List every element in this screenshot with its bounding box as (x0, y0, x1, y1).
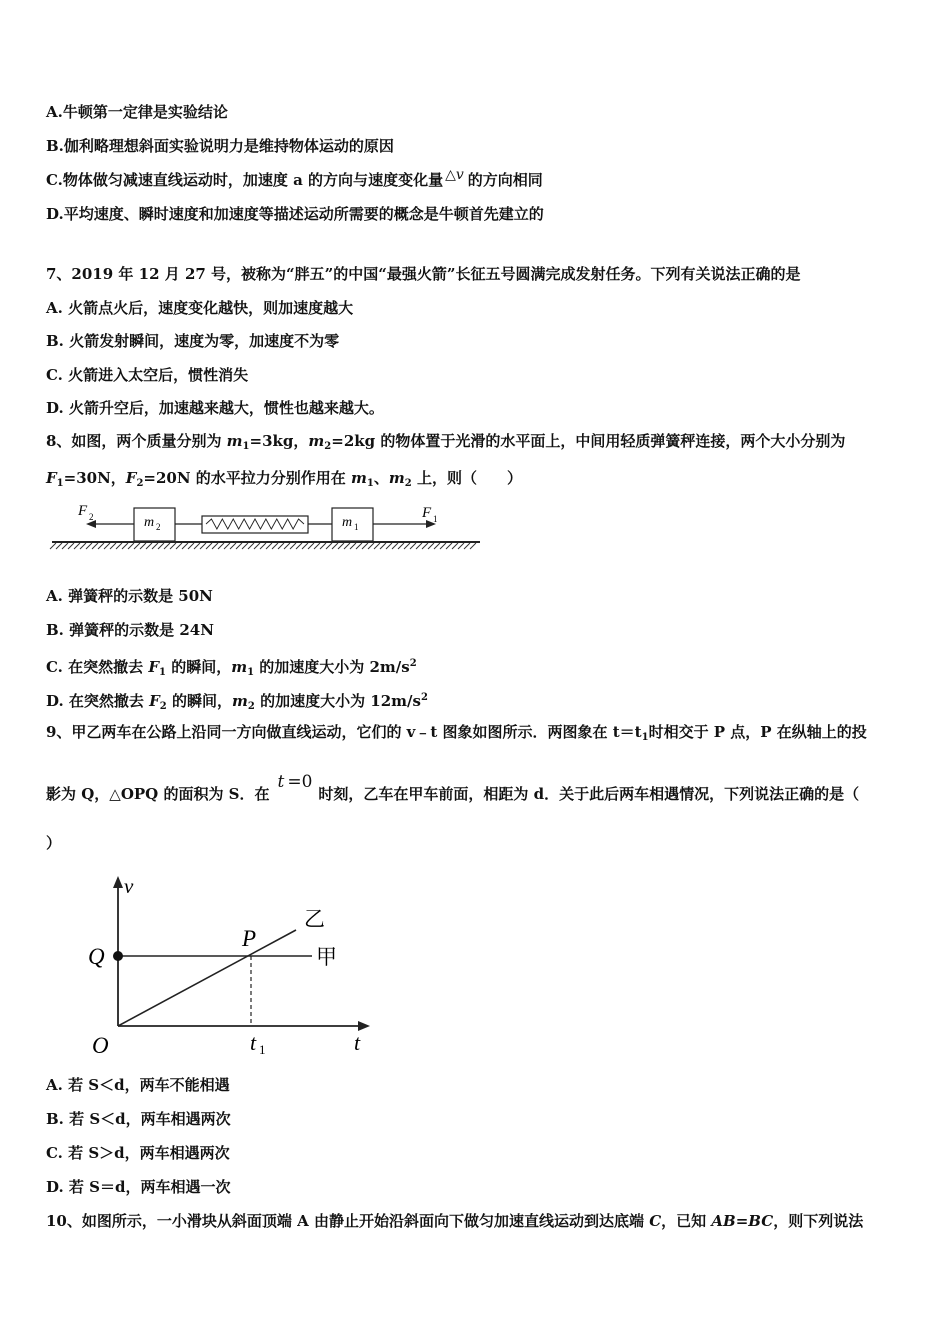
ground-hatch-line (308, 543, 314, 549)
label-f2-sub: 2 (89, 512, 94, 522)
ground-hatch-line (158, 543, 164, 549)
delta-v-symbol: △v (445, 167, 464, 183)
ground-hatch-line (284, 543, 290, 549)
unit-sup: 2 (420, 692, 428, 703)
ground-hatch-line (380, 543, 386, 549)
block-m1 (332, 508, 373, 541)
ground-hatch-line (236, 543, 242, 549)
ground-hatch-line (356, 543, 362, 549)
f2-symbol: F (149, 692, 160, 710)
q9-option-b: B. 若 S＜d，两车相遇两次 (46, 1110, 231, 1128)
ground-hatch-line (182, 543, 188, 549)
label-m1-sub: 1 (354, 522, 359, 532)
ground-hatch-line (338, 543, 344, 549)
ground-hatch-line (140, 543, 146, 549)
ground-hatch-line (350, 543, 356, 549)
ground-hatch-line (104, 543, 110, 549)
label-yi: 乙 (304, 907, 325, 931)
ground-hatch-line (290, 543, 296, 549)
ground-hatch-line (176, 543, 182, 549)
q9-stem-1b: 时相交于 P 点，P 在纵轴上的投 (648, 723, 867, 741)
ground-hatch-line (134, 543, 140, 549)
ground-hatch-line (416, 543, 422, 549)
ground-hatch-line (254, 543, 260, 549)
ground-hatch-line (122, 543, 128, 549)
q8-option-b: B. 弹簧秤的示数是 24N (46, 621, 214, 639)
ground-hatch-line (152, 543, 158, 549)
q9-stem-line3: ） (46, 834, 62, 852)
f1-sub: 1 (56, 478, 64, 489)
label-jia: 甲 (316, 945, 337, 969)
yi-line (118, 930, 296, 1026)
q7-option-b: B. 火箭发射瞬间，速度为零，加速度不为零 (46, 332, 340, 350)
ground-hatch-line (386, 543, 392, 549)
point-q (113, 951, 123, 961)
label-t1: t (250, 1030, 257, 1055)
ground-hatch-line (206, 543, 212, 549)
q8-stem-2d: 上，则（ ） (411, 469, 522, 487)
ground-hatch-line (212, 543, 218, 549)
ground-hatch-line (200, 543, 206, 549)
ground-hatch-line (74, 543, 80, 549)
m2-symbol: m (388, 469, 405, 487)
ground (50, 542, 480, 549)
label-t: t (354, 1030, 361, 1055)
label-p: P (242, 926, 257, 951)
ground-hatch-line (464, 543, 470, 549)
ground-hatch-line (344, 543, 350, 549)
label-m2-sub: 2 (156, 522, 161, 532)
ground-hatch-line (170, 543, 176, 549)
ground-hatch-line (110, 543, 116, 549)
q8-option-d-mid: 的瞬间， (166, 692, 232, 710)
ground-hatch-line (410, 543, 416, 549)
f1-symbol: F (148, 658, 159, 676)
q6-option-c-post: 的方向相同 (467, 171, 543, 189)
ground-hatch-line (296, 543, 302, 549)
q8-option-c-mid: 的瞬间， (165, 658, 232, 676)
q7-option-c: C. 火箭进入太空后，惯性消失 (46, 366, 249, 384)
ground-hatch-line (128, 543, 134, 549)
m2-symbol: m (232, 692, 248, 710)
q7-option-a: A. 火箭点火后，速度变化越快，则加速度越大 (46, 299, 354, 317)
q8-option-c (46, 654, 417, 683)
q8-option-c-pre: C. 在突然撤去 (46, 658, 149, 676)
ground-hatch-line (404, 543, 410, 549)
q8-spring-figure (44, 498, 484, 554)
ground-hatch-line (320, 543, 326, 549)
ground-hatch-line (302, 543, 308, 549)
m1-sub: 1 (242, 441, 250, 452)
m1-sub: 1 (247, 667, 255, 678)
q8-option-c-post: 的加速度大小为 2m/s (254, 658, 410, 676)
label-q: Q (88, 944, 105, 969)
ground-hatch-line (458, 543, 464, 549)
ground-hatch-line (50, 543, 56, 549)
m1-symbol: m (226, 432, 243, 450)
eq-zero: =0 (287, 772, 313, 792)
ground-hatch-line (86, 543, 92, 549)
m2-sub: 2 (404, 478, 412, 489)
ground-hatch-line (470, 543, 476, 549)
label-f1: F (422, 505, 432, 521)
q8-stem-line1 (46, 431, 845, 457)
q9-stem-1a: 9、甲乙两车在公路上沿同一方向做直线运动，它们的 v﹣t 图象如图所示．两图象在 t＝t (46, 723, 642, 741)
q6-option-a: A.牛顿第一定律是实验结论 (46, 103, 228, 121)
q9-option-c: C. 若 S＞d，两车相遇两次 (46, 1144, 230, 1162)
ground-hatch-line (440, 543, 446, 549)
q9-vt-graph (78, 870, 378, 1060)
ground-hatch-line (332, 543, 338, 549)
q8-stem-b: =3kg， (249, 432, 309, 450)
m2-symbol: m (308, 432, 325, 450)
q6-option-d: D.平均速度、瞬时速度和加速度等描述运动所需要的概念是牛顿首先建立的 (46, 205, 544, 223)
m1-symbol: m (351, 469, 367, 487)
ground-hatch-line (368, 543, 374, 549)
m1-symbol: m (231, 658, 248, 676)
q8-stem-2b: =20N 的水平拉力分别作用在 (143, 469, 352, 487)
segment-ab: AB (711, 1212, 736, 1230)
ground-hatch-line (230, 543, 236, 549)
ground-hatch-line (446, 543, 452, 549)
q6-option-c-pre: C.物体做匀减速直线运动时，加速度 a 的方向与速度变化量 (46, 171, 444, 189)
f2-symbol: F (125, 469, 137, 487)
q9-stem-2a: 影为 Q，△OPQ 的面积为 S．在 (46, 785, 270, 803)
q6-option-c (46, 167, 543, 191)
block-m2 (134, 508, 175, 541)
point-c-label: C (649, 1212, 662, 1230)
ground-hatch-line (242, 543, 248, 549)
q10-stem-a: 10、如图所示，一小滑块从斜面顶端 A 由静止开始沿斜面向下做匀加速直线运动到达底端 (46, 1212, 650, 1230)
ground-hatch-line (422, 543, 428, 549)
q8-option-d-pre: D. 在突然撤去 (46, 692, 150, 710)
q8-stem-c: =2kg 的物体置于光滑的水平面上，中间用轻质弹簧秤连接，两个大小分别为 (331, 432, 846, 450)
q9-option-d: D. 若 S＝d，两车相遇一次 (46, 1178, 231, 1196)
label-m1: m (342, 515, 353, 530)
ground-hatch-line (278, 543, 284, 549)
q8-stem-line2 (46, 468, 522, 494)
ground-hatch-line (194, 543, 200, 549)
equals-sign: = (735, 1212, 749, 1230)
q10-stem-b: ，已知 (661, 1212, 712, 1230)
ground-hatch-line (434, 543, 440, 549)
q8-option-a: A. 弹簧秤的示数是 50N (46, 587, 213, 605)
t1-sub: 1 (641, 732, 649, 743)
ground-hatch-line (188, 543, 194, 549)
ground-hatch-line (146, 543, 152, 549)
ground-hatch-line (260, 543, 266, 549)
q9-stem-line1 (46, 722, 867, 748)
q8-option-d-post: 的加速度大小为 12m/s (254, 692, 421, 710)
q10-stem (46, 1211, 863, 1231)
q9-stem-line2 (46, 772, 860, 804)
f2-sub: 2 (136, 478, 144, 489)
ground-hatch-line (266, 543, 272, 549)
m2-sub: 2 (324, 441, 332, 452)
ground-hatch-line (398, 543, 404, 549)
ground-hatch-line (272, 543, 278, 549)
m2-sub: 2 (247, 701, 255, 712)
ground-hatch-line (92, 543, 98, 549)
m1-sub: 1 (366, 478, 374, 489)
label-o: O (92, 1033, 109, 1058)
f1-symbol: F (46, 469, 57, 487)
label-t1-sub: 1 (259, 1042, 266, 1057)
q6-option-b: B.伽利略理想斜面实验说明力是维持物体运动的原因 (46, 137, 394, 155)
q10-stem-c: ，则下列说法 (773, 1212, 864, 1230)
ground-hatch-line (248, 543, 254, 549)
ground-hatch-line (452, 543, 458, 549)
ground-hatch-line (428, 543, 434, 549)
label-f2: F (78, 503, 88, 519)
ground-hatch-line (374, 543, 380, 549)
q9-option-a: A. 若 S＜d，两车不能相遇 (46, 1076, 230, 1094)
v-axis-arrow (113, 876, 123, 888)
q8-stem-2a: =30N， (63, 469, 126, 487)
ground-hatch-line (326, 543, 332, 549)
segment-bc: BC (748, 1212, 774, 1230)
q8-stem-2c: 、 (373, 469, 389, 487)
ground-hatch-line (98, 543, 104, 549)
ground-hatch-line (392, 543, 398, 549)
t-symbol: t (277, 772, 285, 792)
label-m2: m (144, 515, 155, 530)
ground-hatch-line (56, 543, 62, 549)
ground-hatch-line (62, 543, 68, 549)
q8-stem-a: 8、如图，两个质量分别为 (46, 432, 227, 450)
ground-hatch-line (218, 543, 224, 549)
label-f1-sub: 1 (433, 514, 438, 524)
f1-sub: 1 (159, 667, 166, 678)
ground-hatch-line (362, 543, 368, 549)
ground-hatch-line (224, 543, 230, 549)
unit-sup: 2 (409, 658, 417, 669)
label-v: v (124, 874, 134, 898)
ground-hatch-line (314, 543, 320, 549)
q7-stem: 7、2019 年 12 月 27 号，被称为“胖五”的中国“最强火箭”长征五号圆满完成发射任务。下列有关说法正确的是 (46, 265, 801, 283)
ground-hatch-line (80, 543, 86, 549)
q7-option-d: D. 火箭升空后，加速越来越大，惯性也越来越大。 (46, 399, 384, 417)
f2-sub: 2 (159, 701, 167, 712)
ground-hatch-line (116, 543, 122, 549)
ground-hatch-line (68, 543, 74, 549)
q9-stem-2b: 时刻，乙车在甲车前面，相距为 d．关于此后两车相遇情况，下列说法正确的是（ (318, 785, 860, 803)
ground-hatch-line (164, 543, 170, 549)
t-equals-zero (270, 772, 319, 792)
q8-option-d (46, 688, 428, 717)
